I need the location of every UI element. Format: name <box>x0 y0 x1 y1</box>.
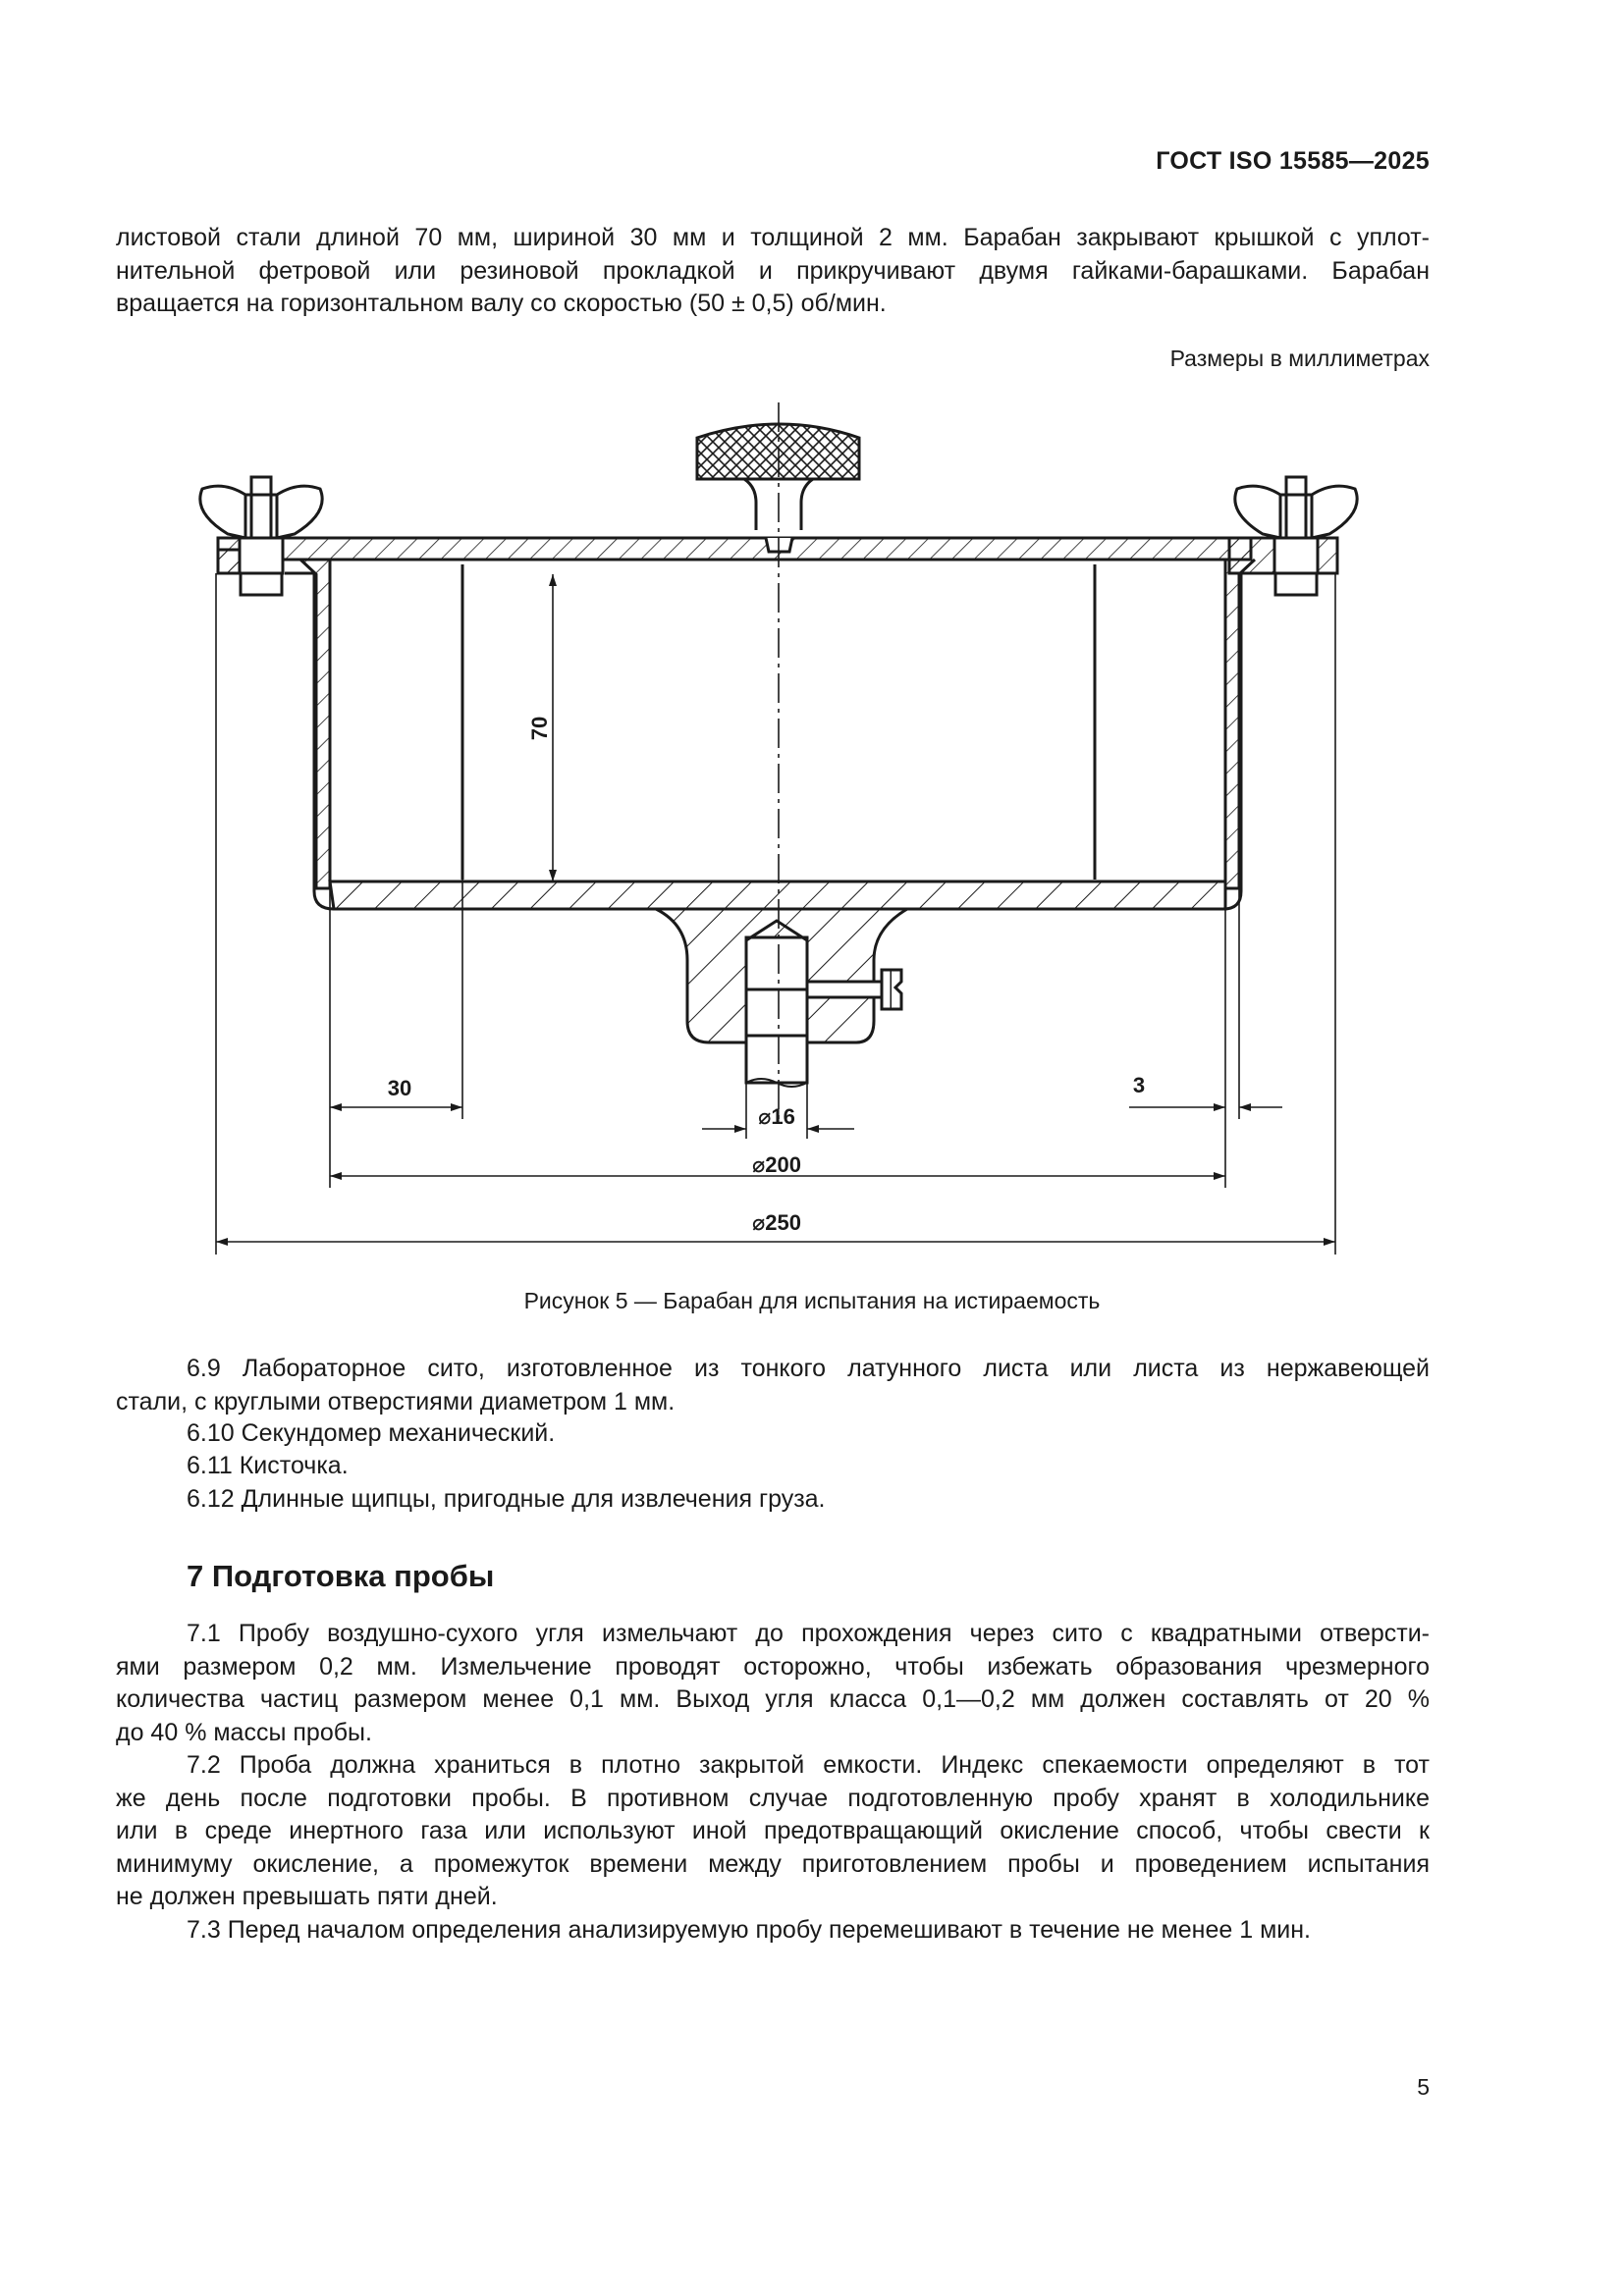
dim-blade: 30 <box>387 1076 412 1100</box>
drum-drawing <box>191 391 1370 1274</box>
shaft <box>746 1036 807 1083</box>
text-line: 7.3 Перед началом определения анализируемую пробу перемешивают в течение не менее 1 мин. <box>187 1916 1311 1944</box>
drum-bottom <box>330 881 1225 909</box>
item-6-9 <box>116 1353 1430 1418</box>
figure-caption: Рисунок 5 — Барабан для испытания на истираемость <box>523 1288 1101 1313</box>
para-7-1 <box>116 1618 1430 1749</box>
document-id: ГОСТ ISO 15585—2025 <box>1156 147 1430 175</box>
text-line: минимуму окисление, а промежуток времени между приготовлением пробы и проведением испытания <box>116 1849 1430 1878</box>
page-number: 5 <box>1417 2074 1430 2100</box>
para-7-2 <box>116 1749 1430 1914</box>
text-line: не должен превышать пяти дней. <box>116 1883 498 1910</box>
text-line: до 40 % массы пробы. <box>116 1718 372 1746</box>
dim-outer: ⌀250 <box>752 1210 801 1235</box>
set-screw <box>807 982 882 997</box>
dim-height: 70 <box>527 716 552 741</box>
units-note: Размеры в миллиметрах <box>1169 346 1430 371</box>
intro-paragraph <box>116 222 1430 321</box>
text-line: нительной фетровой или резиновой прокладкой и прикручивают двумя гайками-барашками. Барабан <box>116 256 1430 285</box>
dim-shaft: ⌀16 <box>758 1104 795 1129</box>
para-7-3 <box>116 1914 1430 1948</box>
section-7-heading: 7 Подготовка пробы <box>187 1559 495 1593</box>
item-6-12: 6.12 Длинные щипцы, пригодные для извлечения груза. <box>187 1485 826 1513</box>
text-line: листовой стали длиной 70 мм, шириной 30 мм и толщиной 2 мм. Барабан закрывают крышкой с уплот- <box>116 224 1430 251</box>
text-line: количества частиц размером менее 0,1 мм. Выход угля класса 0,1—0,2 мм должен составлять от 20 % <box>116 1685 1430 1713</box>
dim-inner: ⌀200 <box>752 1152 801 1177</box>
dim-wall: 3 <box>1132 1073 1146 1097</box>
text-line: или в среде инертного газа или используют иной предотвращающий окисление способ, чтобы свести к <box>116 1817 1430 1844</box>
item-6-10: 6.10 Секундомер механический. <box>187 1419 556 1447</box>
lid <box>257 538 1251 560</box>
text-line: 7.1 Пробу воздушно-сухого угля измельчают до прохождения через сито с квадратными отверсти- <box>187 1620 1430 1647</box>
text-line: же день после подготовки пробы. В противном случае подготовленную пробу хранят в холодильнике <box>116 1784 1430 1812</box>
text-line: 7.2 Проба должна храниться в плотно закрытой емкости. Индекс спекаемости определяют в тот <box>187 1751 1430 1779</box>
text-line: стали, с круглыми отверстиями диаметром 1 мм. <box>116 1387 676 1415</box>
text-line: 6.9 Лабораторное сито, изготовленное из тонкого латунного листа или листа из нержавеющей <box>187 1355 1430 1382</box>
item-6-11: 6.11 Кисточка. <box>187 1452 349 1479</box>
text-line: ями размером 0,2 мм. Измельчение проводят осторожно, чтобы избежать образования чрезмерного <box>116 1652 1430 1681</box>
text-line: вращается на горизонтальном валу со скоростью (50 ± 0,5) об/мин. <box>116 290 887 317</box>
